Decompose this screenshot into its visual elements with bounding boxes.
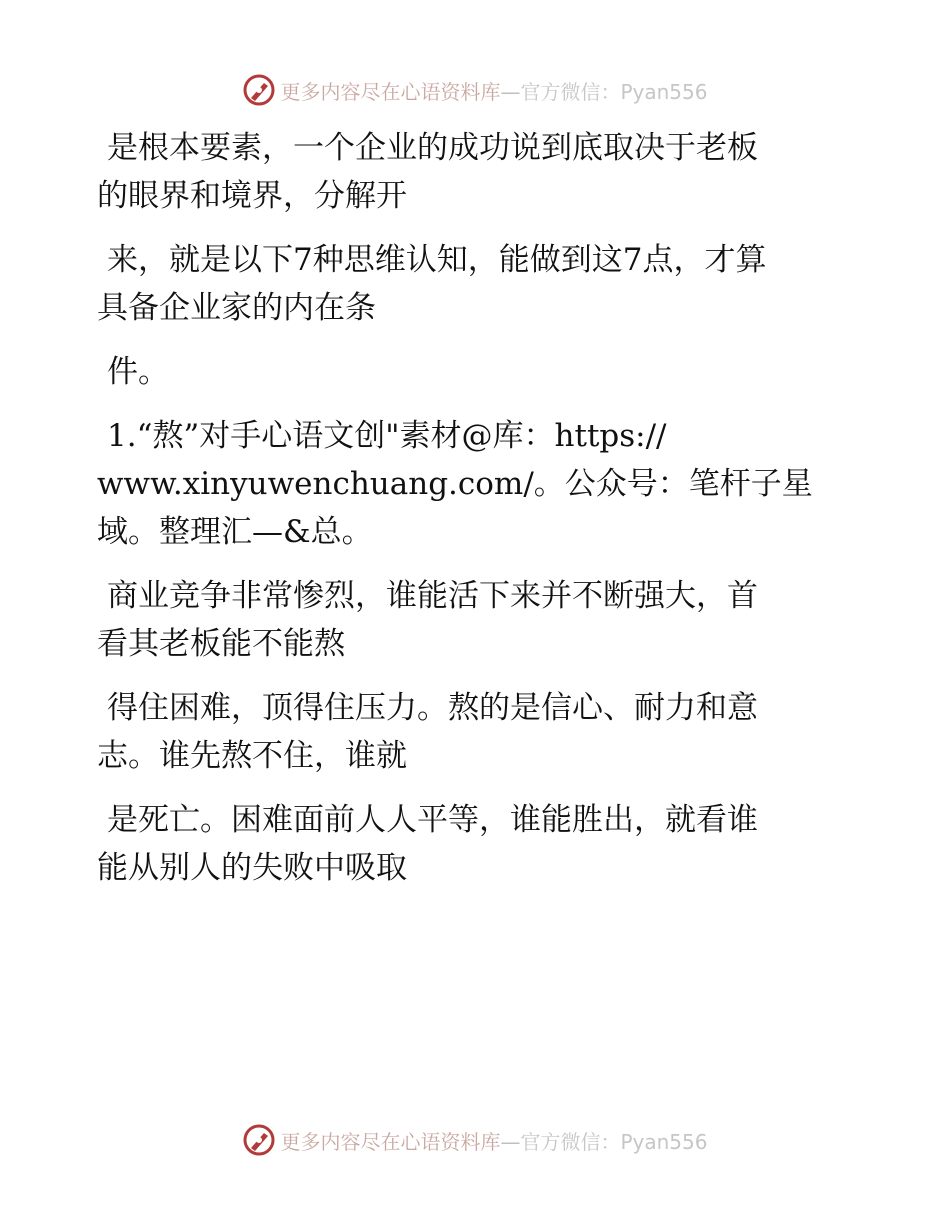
- body-text: [97, 124, 877, 908]
- paragraph-line: 志。谁先熬不住，谁就: [97, 738, 407, 774]
- paragraph-line: 是死亡。困难面前人人平等，谁能胜出，就看谁: [107, 802, 758, 838]
- banner-main-text: 更多内容尽在心语资料库: [280, 1129, 501, 1154]
- paragraph-line: 得住困难，顶得住压力。熬的是信心、耐力和意: [107, 690, 758, 726]
- paragraph: [97, 236, 877, 332]
- paragraph-line: 商业竞争非常惨烈，谁能活下来并不断强大，首: [107, 578, 758, 614]
- banner-dash: —: [500, 79, 521, 104]
- pen-logo-icon: [242, 73, 276, 107]
- paragraph: [97, 124, 877, 220]
- banner-main-text: 更多内容尽在心语资料库: [280, 79, 501, 104]
- paragraph-line: 1.“熬”对手心语文创"素材@库：https://: [107, 418, 667, 454]
- paragraph-line: 的眼界和境界，分解开: [97, 178, 407, 214]
- pen-logo-icon: [242, 1123, 276, 1157]
- paragraph: [97, 684, 877, 780]
- header-watermark: [0, 70, 950, 110]
- paragraph: [97, 348, 877, 396]
- paragraph-line: 域。整理汇—&总。: [97, 514, 373, 550]
- paragraph-line: www.xinyuwenchuang.com/。公众号：笔杆子星: [97, 466, 813, 502]
- paragraph: [97, 572, 877, 668]
- paragraph-line: 是根本要素，一个企业的成功说到底取决于老板: [107, 130, 758, 166]
- paragraph: [97, 796, 877, 892]
- paragraph-line: 来，就是以下7种思维认知，能做到这7点，才算: [107, 242, 767, 278]
- banner-wechat-text: 官方微信：Pyan556: [520, 1129, 708, 1154]
- paragraph-line: 看其老板能不能熬: [97, 626, 345, 662]
- paragraph: [97, 412, 877, 556]
- footer-watermark: [0, 1120, 950, 1160]
- paragraph-line: 件。: [107, 354, 169, 390]
- paragraph-line: 能从别人的失败中吸取: [97, 850, 407, 886]
- paragraph-line: 具备企业家的内在条: [97, 290, 376, 326]
- banner-dash: —: [500, 1129, 521, 1154]
- banner-wechat-text: 官方微信：Pyan556: [520, 79, 708, 104]
